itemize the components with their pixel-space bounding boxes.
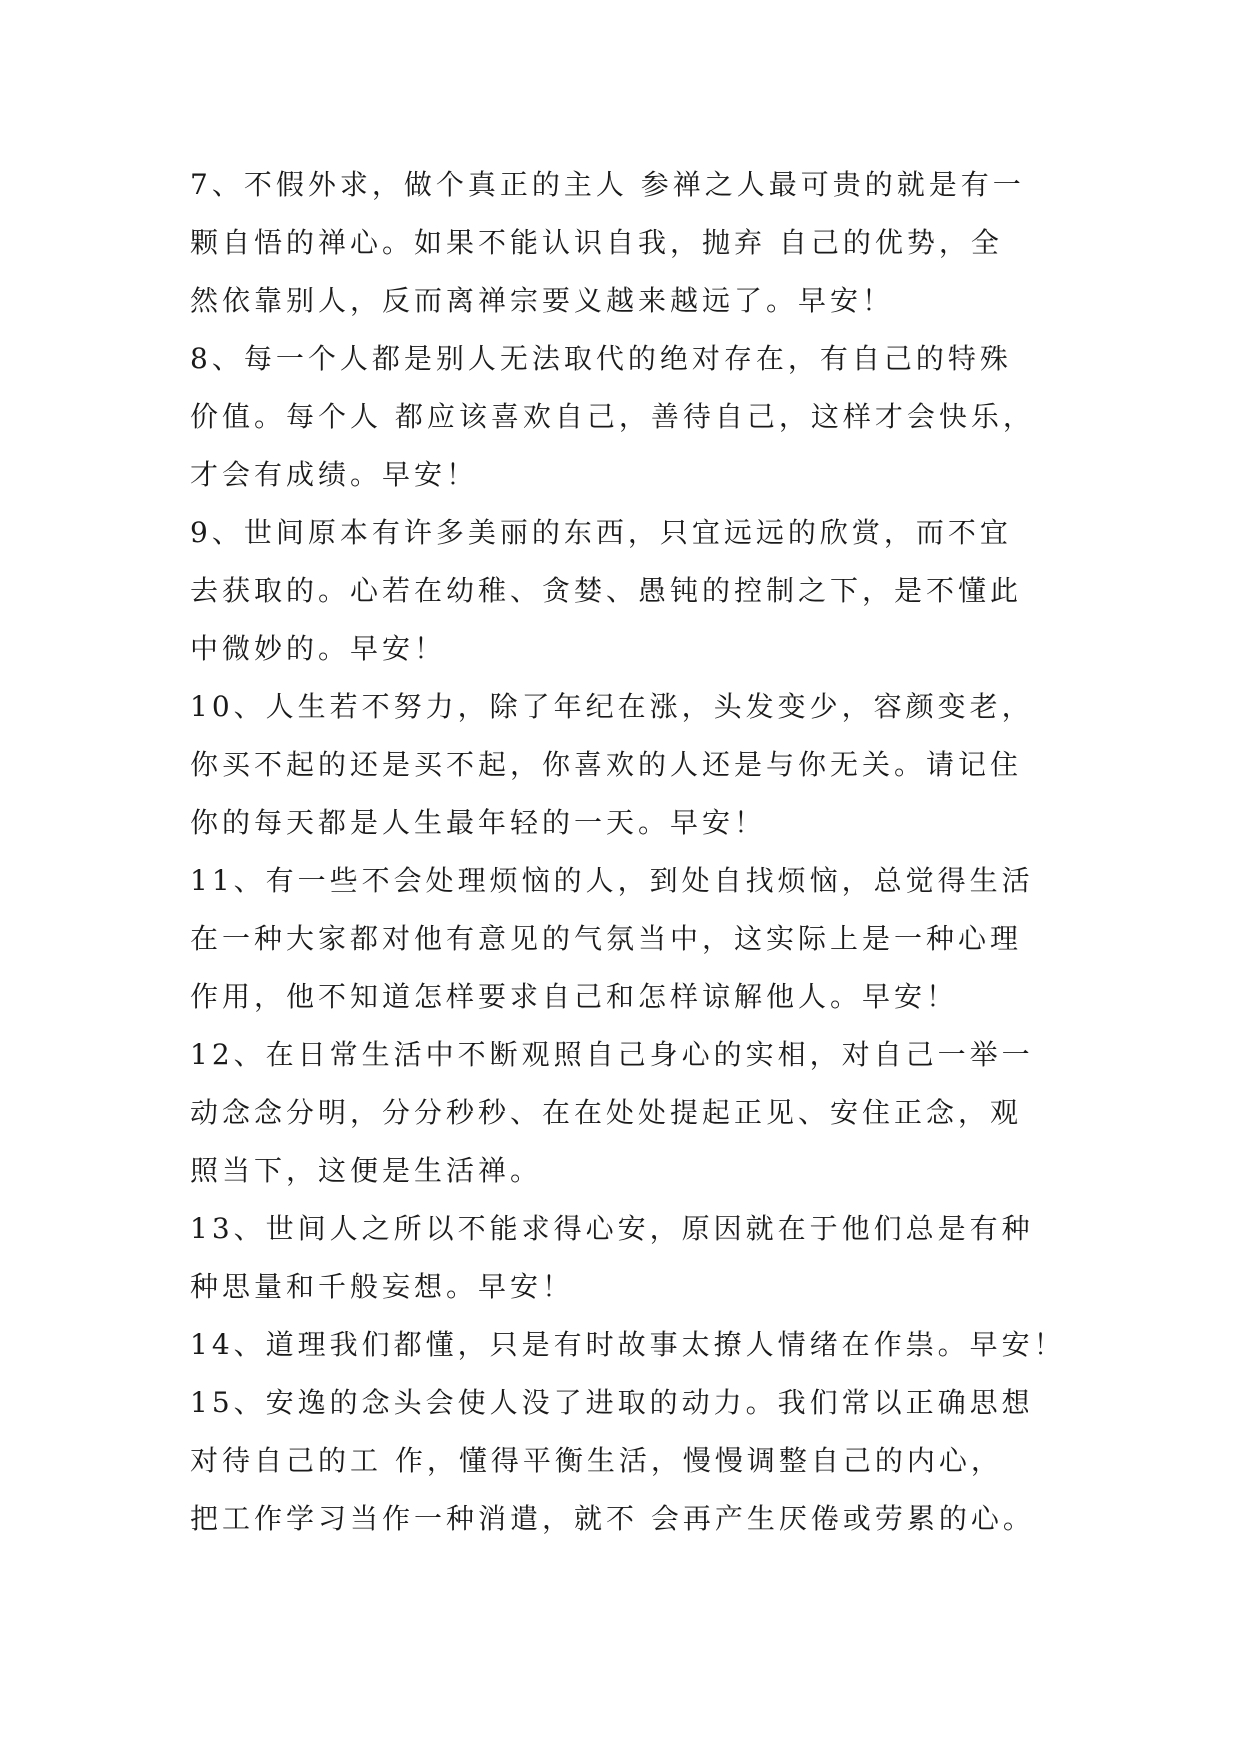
text-line: 照当下，这便是生活禅。 <box>190 1154 543 1187</box>
text-line: 去获取的。心若在幼稚、贪婪、愚钝的控制之下，是不懂此 <box>190 574 1023 607</box>
text-line: 对待自己的工 作，懂得平衡生活，慢慢调整自己的内心， <box>190 1444 1003 1477</box>
text-line: 7、不假外求，做个真正的主人 参禅之人最可贵的就是有一 <box>190 168 1025 201</box>
text-line: 你的每天都是人生最年轻的一天。早安！ <box>190 806 767 839</box>
text-line: 种思量和千般妄想。早安！ <box>190 1270 575 1303</box>
text-line: 你买不起的还是买不起，你喜欢的人还是与你无关。请记住 <box>190 748 1023 781</box>
text-line: 中微妙的。早安！ <box>190 632 447 665</box>
text-line: 动念念分明，分分秒秒、在在处处提起正见、安住正念，观 <box>190 1096 1023 1129</box>
text-line: 作用，他不知道怎样要求自己和怎样谅解他人。早安！ <box>190 980 959 1013</box>
text-line: 然依靠别人，反而离禅宗要义越来越远了。早安！ <box>190 284 895 317</box>
text-line: 在一种大家都对他有意见的气氛当中，这实际上是一种心理 <box>190 922 1023 955</box>
text-line: 11、有一些不会处理烦恼的人，到处自找烦恼，总觉得生活 <box>190 864 1034 897</box>
text-line: 颗自悟的禅心。如果不能认识自我，抛弃 自己的优势，全 <box>190 226 1003 259</box>
text-line: 9、世间原本有许多美丽的东西，只宜远远的欣赏，而不宜 <box>190 516 1012 549</box>
text-line: 8、每一个人都是别人无法取代的绝对存在，有自己的特殊 <box>190 342 1012 375</box>
text-line: 15、安逸的念头会使人没了进取的动力。我们常以正确思想 <box>190 1386 1034 1419</box>
text-line: 把工作学习当作一种消遣，就不 会再产生厌倦或劳累的心。 <box>190 1502 1035 1535</box>
text-line: 价值。每个人 都应该喜欢自己，善待自己，这样才会快乐， <box>190 400 1035 433</box>
text-line: 10、人生若不努力，除了年纪在涨，头发变少，容颜变老， <box>190 690 1034 723</box>
document-body <box>190 156 1070 1548</box>
text-line: 14、道理我们都懂，只是有时故事太撩人情绪在作祟。早安！ <box>190 1328 1066 1361</box>
text-line: 12、在日常生活中不断观照自己身心的实相，对自己一举一 <box>190 1038 1034 1071</box>
text-line: 才会有成绩。早安！ <box>190 458 479 491</box>
text-line: 13、世间人之所以不能求得心安，原因就在于他们总是有种 <box>190 1212 1034 1245</box>
